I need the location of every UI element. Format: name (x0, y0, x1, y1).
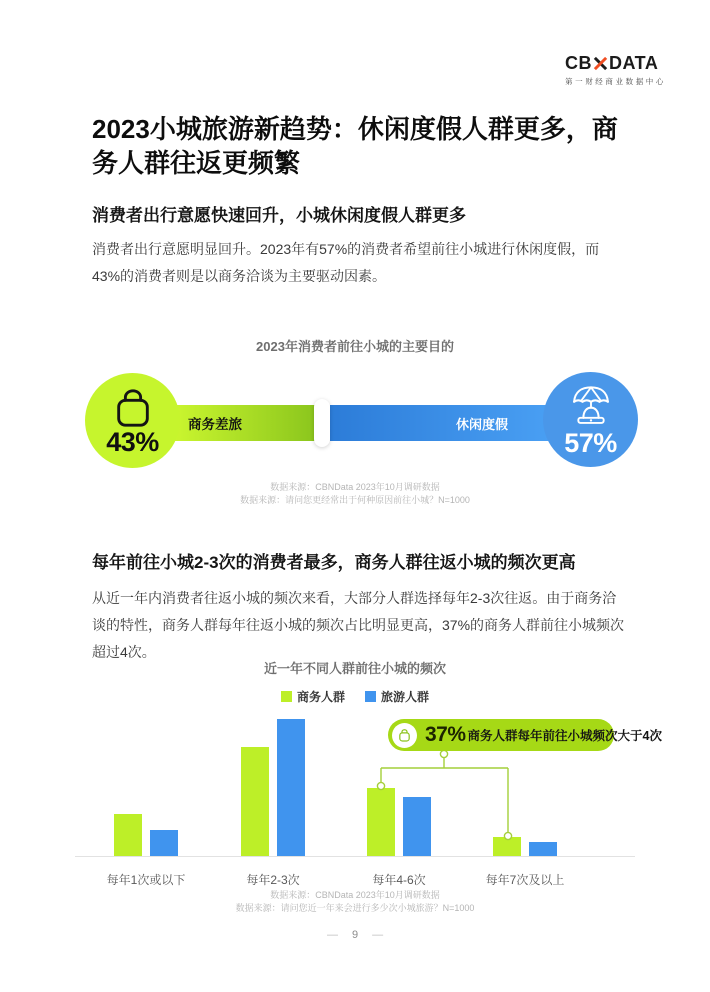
frequency-chart-source (0, 889, 710, 915)
bar-plot-area (75, 715, 662, 857)
purpose-chart-source (0, 481, 710, 507)
source-line: 数据来源：请问您更经常出于何种原因前往小城？N=1000 (240, 495, 470, 505)
leisure-circle (543, 372, 638, 467)
page-footer (0, 929, 710, 941)
logo-subtitle: 第一财经商业数据中心 (565, 77, 666, 86)
frequency-chart-title: 近一年不同人群前往小城的频次 (263, 661, 446, 676)
section2-heading: 每年前往小城2-3次的消费者最多，商务人群往返小城的频次更高 (92, 553, 576, 572)
source-line: 数据来源：CBNData 2023年10月调研数据 (270, 890, 440, 900)
leisure-vacation-label: 休闲度假 (455, 416, 508, 432)
section2-body: 从近一年内消费者往返小城的频次来看，大部分人群选择每年2-3次往返。由于商务洽谈的特性，商务人群每年往返小城的频次占比明显更高，37%的商务人群前往小城频次超过4次。 (92, 590, 625, 660)
cbndata-logo (565, 54, 666, 87)
legend-tourist-label: 旅游人群 (381, 690, 430, 704)
legend-business-label: 商务人群 (296, 690, 345, 704)
frequency-chart (0, 656, 710, 906)
bar-tourist-1 (150, 830, 178, 856)
annotation-callout (388, 719, 662, 751)
page-title: 2023小城旅游新趋势：休闲度假人群更多，商务人群往返更频繁 (92, 114, 618, 178)
logo-text-cb: CB (565, 53, 592, 73)
beach-umbrella-icon (569, 383, 613, 429)
business-travel-bar (170, 405, 318, 441)
leisure-vacation-bar (330, 405, 556, 441)
handbag-icon (110, 386, 156, 428)
purpose-chart (0, 330, 710, 480)
business-circle (85, 373, 180, 468)
legend-business (281, 688, 345, 705)
chart-legend (0, 688, 710, 705)
legend-swatch-green (281, 691, 292, 702)
business-travel-label: 商务差旅 (188, 417, 242, 432)
bar-tourist-3 (403, 797, 431, 856)
annotation-percentage: 37% (425, 723, 466, 746)
legend-swatch-blue (365, 691, 376, 702)
logo-text-data: DATA (609, 53, 659, 73)
footer-dash-left: — (326, 929, 338, 941)
source-line: 数据来源：CBNData 2023年10月调研数据 (270, 482, 440, 492)
annotation-label: 商务人群每年前往小城频次大于4次 (467, 729, 662, 743)
x-label-2: 每年2-3次 (246, 873, 300, 887)
cbndata-logo-wordmark (565, 54, 666, 72)
bar-business-4 (493, 837, 521, 856)
business-percentage: 43% (106, 426, 159, 457)
handbag-icon (397, 728, 412, 742)
callout-bag-badge (392, 723, 417, 748)
bar-business-3 (367, 788, 395, 856)
page-number: 9 (351, 929, 359, 941)
footer-dash-right: — (372, 929, 384, 941)
bar-tourist-2 (277, 719, 305, 856)
x-label-1: 每年1次或以下 (106, 873, 186, 887)
section1-heading: 消费者出行意愿快速回升，小城休闲度假人群更多 (92, 206, 466, 225)
source-line: 数据来源：请问您近一年来会进行多少次小城旅游？N=1000 (235, 903, 475, 913)
leisure-percentage: 57% (564, 427, 617, 458)
x-label-3: 每年4-6次 (372, 873, 426, 887)
bar-business-2 (241, 747, 269, 856)
purpose-chart-title: 2023年消费者前往小城的主要目的 (256, 339, 454, 354)
bar-tourist-4 (529, 842, 557, 856)
x-label-4: 每年7次及以上 (485, 873, 565, 887)
legend-tourist (365, 688, 429, 705)
bar-business-1 (114, 814, 142, 856)
logo-x-icon (593, 56, 608, 71)
section1-body: 消费者出行意愿明显回升。2023年有57%的消费者希望前往小城进行休闲度假，而43%的消费者则是以商务洽谈为主要驱动因素。 (92, 241, 600, 284)
bar-divider (314, 399, 330, 447)
